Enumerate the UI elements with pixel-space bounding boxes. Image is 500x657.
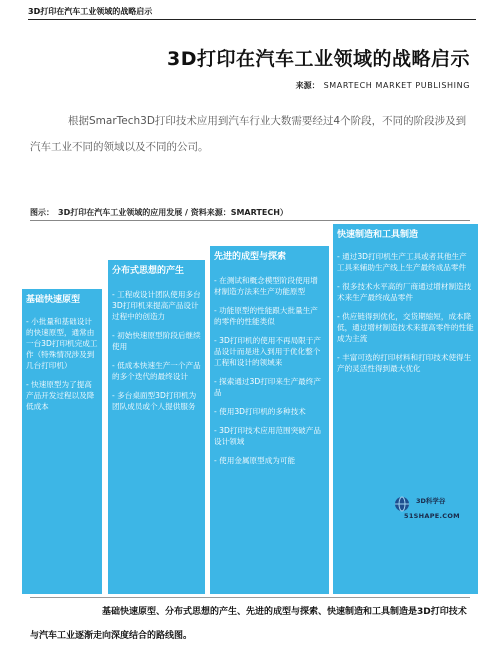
stage-item: - 探索通过3D打印来生产最终产品 — [214, 377, 321, 397]
figure-caption-bar — [30, 205, 470, 221]
stage-heading: 先进的成型与探索 — [214, 252, 287, 262]
figure-caption — [30, 207, 288, 218]
watermark — [394, 492, 474, 532]
stage-item: - 在测试和概念模型阶段使用增材制造方法来生产功能原型 — [214, 276, 318, 296]
article-title: 3D打印在汽车工业领域的战略启示 — [167, 48, 470, 70]
figure-label: 图示： — [30, 208, 54, 217]
stage-item: - 供应链得到优化，交货期缩短，成本降低，通过增材制造技术来提高零件的性能成为主流 — [337, 312, 474, 343]
divider — [30, 597, 470, 598]
stage-item: - 丰富可选的打印材料和打印技术使得生产的灵活性得到最大优化 — [337, 353, 472, 373]
stage-item: - 工程或设计团队使用多台3D打印机来提高产品设计过程中的创造力 — [112, 290, 201, 321]
stage-item: - 3D打印机的使用不再局限于产品设计而是进入到用于优化整个工程和设计的领域来 — [214, 336, 321, 367]
stage-item: - 通过3D打印机生产工具或者其他生产工具来辅助生产线上生产最终成品零件 — [337, 252, 467, 272]
stage-column-3 — [210, 246, 329, 594]
stage-item: - 多台桌面型3D打印机为团队成员或个人提供服务 — [112, 391, 197, 411]
watermark-url: 51SHAPE.COM — [404, 512, 460, 520]
stage-item: - 使用3D打印机的多种技术 — [214, 407, 306, 416]
stage-heading: 分布式思想的产生 — [112, 266, 185, 276]
figure-caption-text: 3D打印在汽车工业领域的应用发展 / 资料来源：SMARTECH） — [58, 208, 288, 217]
running-header-text: 3D打印在汽车工业领域的战略启示 — [28, 7, 153, 16]
stage-item: - 使用金属原型成为可能 — [214, 456, 296, 465]
intro-paragraph: 根据SmarTech3D打印技术应用到汽车行业大数需要经过4个阶段，不同的阶段涉及到汽车工业不同的领域以及不同的公司。 — [30, 115, 467, 153]
stage-heading: 基础快速原型 — [26, 295, 81, 305]
watermark-name: 3D科学谷 — [416, 497, 446, 505]
stage-item: - 低成本快速生产一个产品的多个迭代的最终设计 — [112, 361, 201, 381]
conclusion-paragraph: 基础快速原型、分布式思想的产生、先进的成型与探索、快速制造和工具制造是3D打印技术与汽车工业逐渐走向深度结合的路线图。 — [30, 607, 467, 641]
stage-item: - 小批量和基础设计的快速原型，通常由一台3D打印机完成工作（特殊情况涉及到几台打印机） — [26, 317, 98, 370]
stage-column-4 — [333, 224, 478, 594]
stage-item: - 很多技术水平高的厂商通过增材制造技术来生产最终成品零件 — [337, 282, 472, 302]
stage-item: - 快速原型为了提高产品开发过程以及降低成本 — [26, 380, 95, 411]
source-line — [296, 80, 470, 91]
source-label: 来源： — [295, 81, 320, 90]
source-value: SMARTECH MARKET PUBLISHING — [323, 81, 470, 90]
stage-column-1 — [22, 289, 102, 594]
running-header — [28, 6, 476, 20]
stage-heading: 快速制造和工具制造 — [337, 230, 419, 240]
stage-item: - 初始快速原型阶段后继续使用 — [112, 331, 201, 351]
stage-column-2 — [108, 260, 205, 594]
stage-diagram — [22, 224, 478, 594]
stage-item: - 3D打印技术应用范围突破产品设计领域 — [214, 426, 321, 446]
stage-item: - 功能原型的性能跟大批量生产的零件的性能类似 — [214, 306, 318, 326]
globe-logo-icon — [394, 496, 410, 512]
